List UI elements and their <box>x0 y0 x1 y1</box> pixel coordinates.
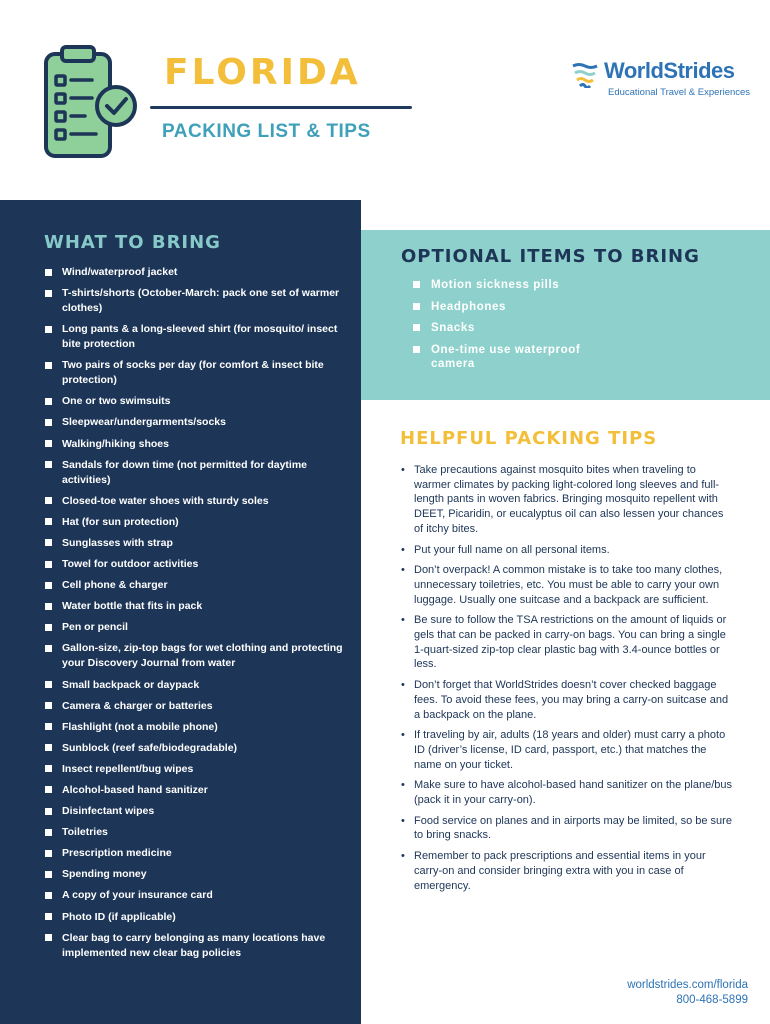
page-title: FLORIDA <box>164 52 361 93</box>
list-item: Toiletries <box>44 825 344 840</box>
list-item: Long pants & a long-sleeved shirt (for mosquito/ insect bite protection <box>44 322 344 352</box>
list-item: Pen or pencil <box>44 620 344 635</box>
tips-heading: HELPFUL PACKING TIPS <box>400 428 658 449</box>
page-footer <box>627 978 748 1008</box>
list-item: Walking/hiking shoes <box>44 437 344 452</box>
list-item: Water bottle that fits in pack <box>44 599 344 614</box>
list-item: Motion sickness pills <box>413 278 613 293</box>
list-item: Camera & charger or batteries <box>44 699 344 714</box>
optional-items-list <box>413 278 613 379</box>
list-item: Small backpack or daypack <box>44 678 344 693</box>
list-item: Two pairs of socks per day (for comfort & insect bite protection) <box>44 358 344 388</box>
list-item: Disinfectant wipes <box>44 804 344 819</box>
list-item: Hat (for sun protection) <box>44 515 344 530</box>
list-item: A copy of your insurance card <box>44 888 344 903</box>
list-item: Flashlight (not a mobile phone) <box>44 720 344 735</box>
list-item: Towel for outdoor activities <box>44 557 344 572</box>
page-header <box>0 0 770 200</box>
footer-url[interactable]: worldstrides.com/florida <box>627 979 748 991</box>
list-item: Snacks <box>413 321 613 336</box>
list-item: • If traveling by air, adults (18 years and older) must carry a photo ID (driver’s license, ID card, passport, etc.) that matches the name on your ticket. <box>400 728 732 772</box>
worldstrides-logo[interactable] <box>572 58 751 102</box>
list-item: Prescription medicine <box>44 846 344 861</box>
list-item: Spending money <box>44 867 344 882</box>
what-to-bring-heading: WHAT TO BRING <box>44 232 221 253</box>
list-item: Cell phone & charger <box>44 578 344 593</box>
list-item: Alcohol-based hand sanitizer <box>44 783 344 798</box>
list-item: Sandals for down time (not permitted for daytime activities) <box>44 458 344 488</box>
list-item: • Don’t overpack! A common mistake is to take too many clothes, unnecessary toiletries, etc. You must be able to carry your own luggage. Usually one suitcase and a backpack are sufficient. <box>400 563 732 607</box>
clipboard-check-icon <box>40 44 140 162</box>
footer-phone[interactable]: 800-468-5899 <box>676 994 748 1006</box>
list-item: Clear bag to carry belonging as many locations have implemented new clear bag policies <box>44 931 344 961</box>
logo-name: WorldStrides <box>604 58 735 83</box>
list-item: Photo ID (if applicable) <box>44 910 344 925</box>
list-item: • Be sure to follow the TSA restrictions on the amount of liquids or gels that can be packed in carry-on bags. You can bring a single 1-quart-sized zip-top clear plastic bag with 3.4-ounce bottles or less. <box>400 613 732 672</box>
list-item: • Put your full name on all personal items. <box>400 543 732 558</box>
list-item: • Make sure to have alcohol-based hand sanitizer on the plane/bus (pack it in your carry-on). <box>400 778 732 807</box>
optional-items-panel <box>361 230 770 400</box>
list-item: Insect repellent/bug wipes <box>44 762 344 777</box>
list-item: Headphones <box>413 300 613 315</box>
list-item: • Take precautions against mosquito bites when traveling to warmer climates by packing light-colored long sleeves and full-length pants in woven fabrics. Bringing mosquito repellent with DEET, Picaridin, or eucalyptus oil can also lessen your chances of itchy bites. <box>400 463 732 537</box>
list-item: Sunblock (reef safe/biodegradable) <box>44 741 344 756</box>
list-item: • Remember to pack prescriptions and essential items in your carry-on and consider bringing extra with you in case of emergency. <box>400 849 732 893</box>
list-item: Sleepwear/undergarments/socks <box>44 415 344 430</box>
tips-list <box>400 463 732 899</box>
logo-tagline: Educational Travel & Experiences <box>608 87 751 98</box>
list-item: • Food service on planes and in airports may be limited, so be sure to bring snacks. <box>400 814 732 843</box>
page-subtitle: PACKING LIST & TIPS <box>162 121 371 142</box>
what-to-bring-panel <box>0 200 361 1024</box>
what-to-bring-list <box>44 265 344 967</box>
worldstrides-logo-mark <box>572 62 598 88</box>
list-item: Gallon-size, zip-top bags for wet clothing and protecting your Discovery Journal from water <box>44 641 344 671</box>
list-item: • Don’t forget that WorldStrides doesn’t cover checked baggage fees. To avoid these fees, you may bring a carry-on suitcase and a backpack on the plane. <box>400 678 732 722</box>
list-item: Closed-toe water shoes with sturdy soles <box>44 494 344 509</box>
title-divider <box>150 106 412 109</box>
list-item: T-shirts/shorts (October-March: pack one set of warmer clothes) <box>44 286 344 316</box>
optional-items-heading: OPTIONAL ITEMS TO BRING <box>401 246 700 267</box>
list-item: One or two swimsuits <box>44 394 344 409</box>
list-item: Sunglasses with strap <box>44 536 344 551</box>
list-item: Wind/waterproof jacket <box>44 265 344 280</box>
list-item: One-time use waterproof camera <box>413 343 613 372</box>
